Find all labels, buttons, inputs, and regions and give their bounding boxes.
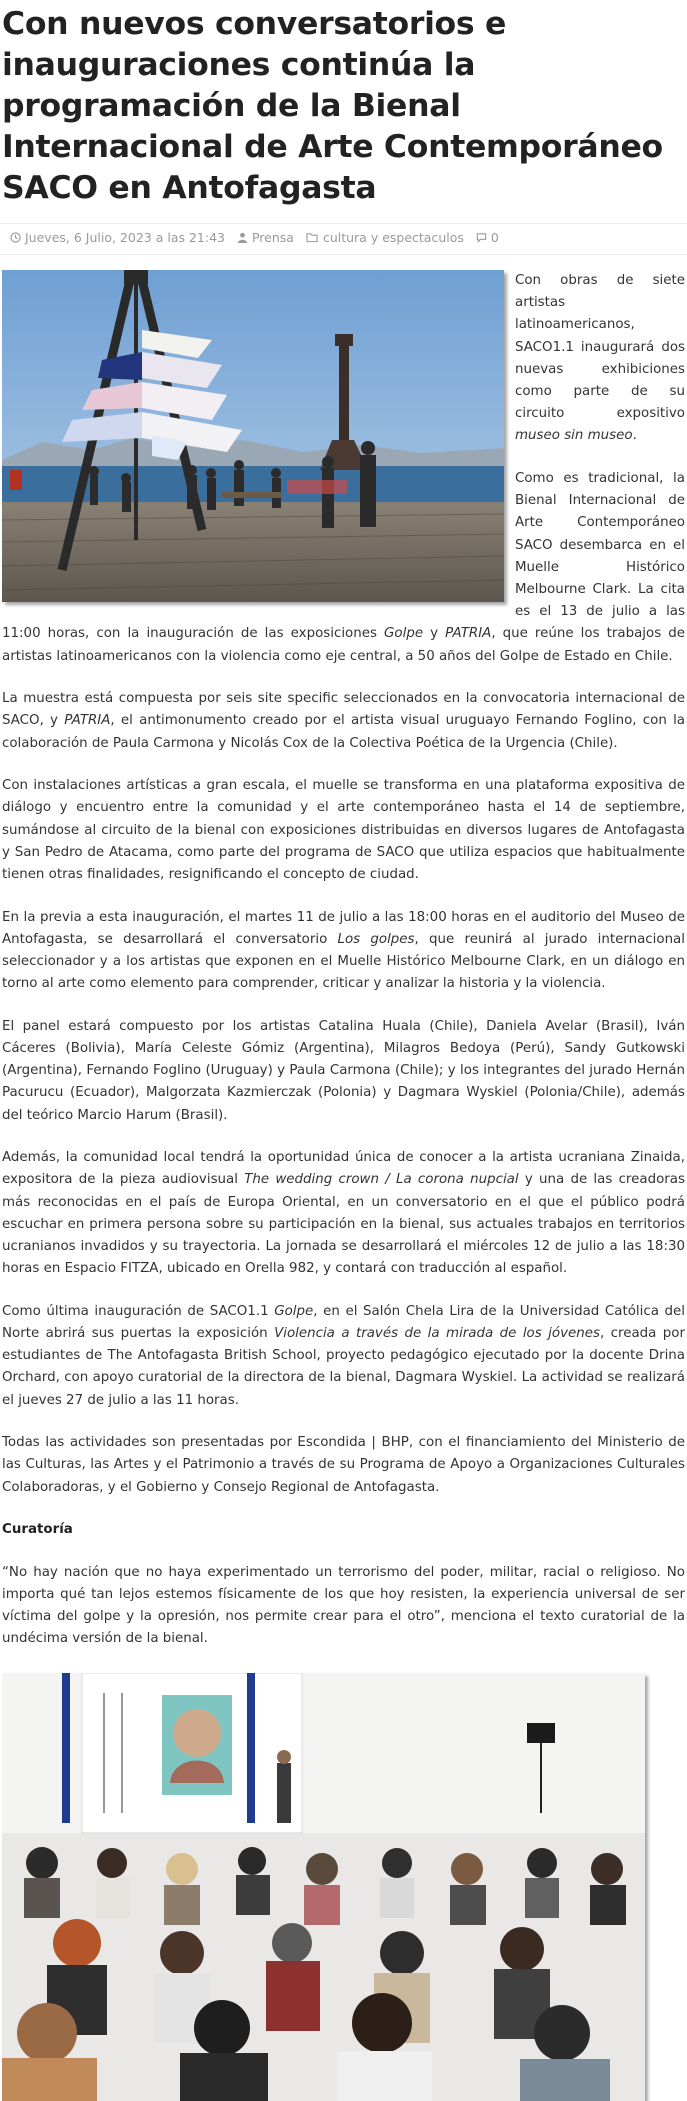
intro-paragraph: Con obras de siete artistas latinoamericanos, SACO1.1 inaugurará dos nuevas exhibiciones como parte de su circuito expositivo museo sin museo. [515,273,685,444]
post-category-link[interactable]: cultura y espectaculos [322,230,464,245]
pier-photo [2,270,504,602]
post-date [10,230,225,245]
post-meta [0,223,687,255]
section-heading-curatoria: Curatoría [2,1522,73,1538]
article-title: Con nuevos conversatorios e inauguraciones continúa la programación de la Bienal Internacional de Arte Contemporáneo SACO en Antofagasta [2,6,663,206]
user-icon [237,232,248,243]
paragraph-2: Como es tradicional, la Bienal Internacional de Arte Contemporáneo SACO desembarca en el Muelle Histórico Melbourne Clark. La cita es el 13 de julio a las 11:00 horas, con la inauguración de las exposiciones Golpe y PATRIA, que reúne los trabajos de artistas latinoamericanos con la violencia como eje central, a 50 años del Golpe de Estado en Chile. [2,471,685,664]
comment-icon [476,232,487,243]
pier-installation-image [2,270,504,602]
post-author[interactable] [237,230,294,245]
post-category[interactable] [306,230,464,245]
paragraph-3: La muestra está compuesta por seis site specific seleccionados en la convocatoria internacional de SACO, y PATRIA, el antimonumento creado por el artista visual uruguayo Fernando Foglino, con la colaboración de Paula Carmona y Nicolás Cox de la Colectiva Poética de la Urgencia (Chile). [2,691,686,751]
paragraph-6: El panel estará compuesto por los artistas Catalina Huala (Chile), Daniela Avelar (Brasil), Iván Cáceres (Bolivia), María Celeste Gómiz (Argentina), Milagros Bedoya (Perú), Sandy Gutkowski (Argentina), Fernando Foglino (Uruguay) y Paula Carmona (Chile); y los integrantes del jurado Hernán Pacurucu (Ecuador), Malgorzata Kazmierczak (Polonia) y Dagmara Wyskiel (Polonia/Chile), además del teórico Marcio Harum (Brasil). [2,1018,685,1123]
curatorial-quote: “No hay nación que no haya experimentado un terrorismo del poder, militar, racial o religioso. No importa qué tan lejos estemos físicamente de los que hoy resisten, la experiencia universal de ser víctima del golpe y la opresión, nos permite crear para el otro”, menciona el texto curatorial de la undécima versión de la bienal. [2,1564,685,1647]
paragraph-7: Además, la comunidad local tendrá la oportunidad única de conocer a la artista ucraniana Zinaida, expositora de la pieza audiovisual The wedding crown / La corona nupcial y una de las creadoras más reconocidas en el país de Europa Oriental, en un conversatorio en el que el público podrá escuchar en primera persona sobre su participación en la bienal, sus actuales trabajos en territorios ucranianos invadidos y su trayectoria. La jornada se desarrollará el miércoles 12 de julio a las 18:30 horas en Espacio FITZA, ubicado en Orella 982, y contará con traducción al español. [2,1150,685,1277]
clock-icon [10,232,21,243]
paragraph-4: Con instalaciones artísticas a gran escala, el muelle se transforma en una plataforma expositiva de diálogo y encuentro entre la comunidad y el arte contemporáneo hasta el 14 de septiembre, sumándose al circuito de la bienal con exposiciones distribuidas en diversos lugares de Antofagasta y San Pedro de Atacama, como parte del programa de SACO que utiliza espacios que habitualmente tienen otras finalidades, resignificando el concepto de ciudad. [2,778,685,883]
auditorium-conversation-image [2,1673,645,2101]
folder-icon [306,232,319,243]
paragraph-9: Todas las actividades son presentadas por Escondida | BHP, con el financiamiento del Ministerio de las Culturas, las Artes y el Patrimonio a través de su Programa de Apoyo a Organizaciones Culturales Colaboradoras, y el Gobierno y Consejo Regional de Antofagasta. [2,1435,685,1495]
post-comments[interactable] [476,230,499,245]
paragraph-8: Como última inauguración de SACO1.1 Golpe, en el Salón Chela Lira de la Universidad Católica del Norte abrirá sus puertas la exposición Violencia a través de la mirada de los jóvenes, creada por estudiantes de The Antofagasta British School, proyecto pedagógico ejecutado por la docente Drina Orchard, con apoyo curatorial de la directora de la bienal, Dagmara Wyskiel. La actividad se realizará el jueves 27 de julio a las 11 horas. [2,1303,685,1408]
post-comments-count[interactable]: 0 [490,230,499,245]
post-date-text: Jueves, 6 Julio, 2023 a las 21:43 [25,230,225,245]
paragraph-5: En la previa a esta inauguración, el martes 11 de julio a las 18:00 horas en el auditorio del Museo de Antofagasta, se desarrollará el conversatorio Los golpes, que reunirá al jurado internacional seleccionador y a los artistas que exponen en el Muelle Histórico Melbourne Clark, en un diálogo en torno al arte como elemento para comprender, criticar y analizar la historia y la violencia. [2,909,685,992]
article-body [0,270,687,2101]
auditorium-photo [2,1673,645,2101]
post-author-link[interactable]: Prensa [251,230,294,245]
